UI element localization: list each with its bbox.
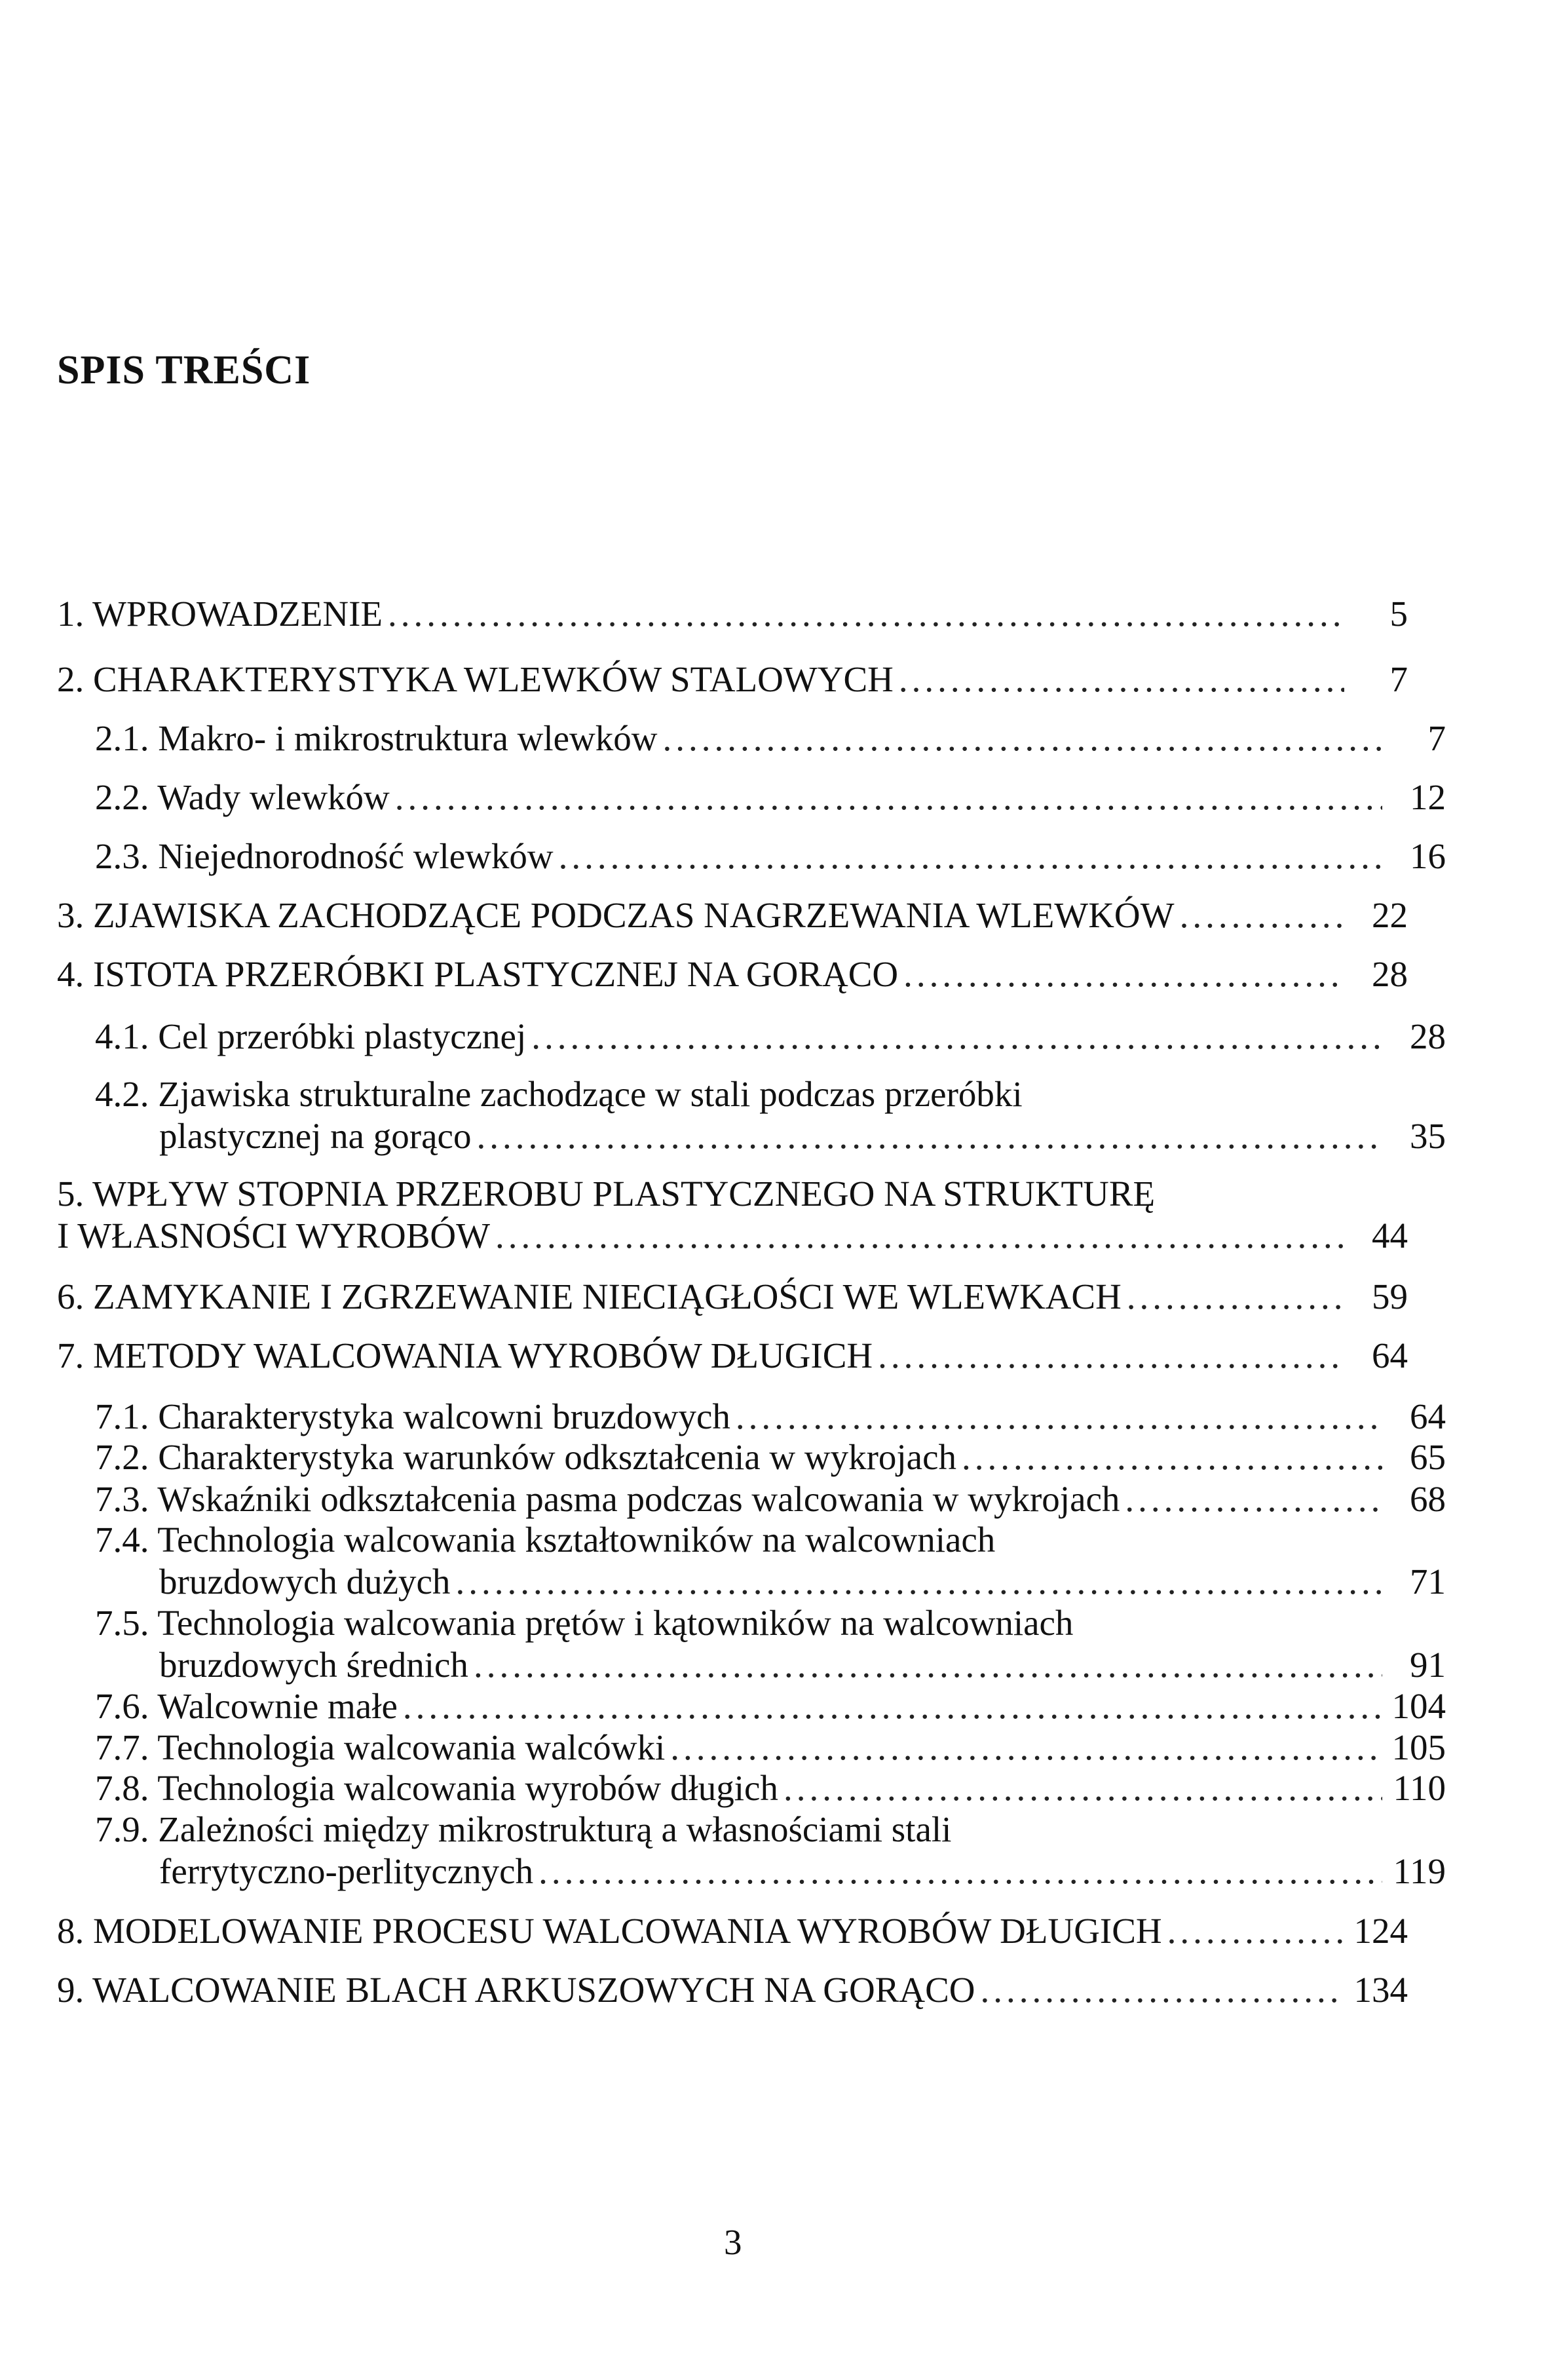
toc-page-number: 7 xyxy=(1427,718,1446,758)
leader-dots xyxy=(1125,1478,1382,1520)
toc-page-number: 68 xyxy=(1410,1479,1446,1519)
toc-entry-text: 8. MODELOWANIE PROCESU WALCOWANIA WYROBÓW DŁUGICH xyxy=(57,1911,1162,1951)
leader-dots xyxy=(1167,1910,1344,1952)
toc-entry-text-line1: 7.9. Zależności między mikrostrukturą a własnościami stali xyxy=(95,1809,952,1849)
toc-entry-text: 4.1. Cel przeróbki plastycznej xyxy=(95,1016,527,1056)
toc-entry-text: 2. CHARAKTERYSTYKA WLEWKÓW STALOWYCH xyxy=(57,659,894,699)
toc-entry-text-line2: bruzdowych dużych xyxy=(159,1562,451,1602)
toc-page-number: 59 xyxy=(1372,1276,1408,1316)
toc-page-number: 105 xyxy=(1391,1727,1446,1767)
toc-page-number: 28 xyxy=(1372,954,1408,994)
toc-entry-text-line2: ferrytyczno-perlitycznych xyxy=(159,1851,534,1891)
toc-entry-text-line2: bruzdowych średnich xyxy=(159,1645,468,1685)
toc-entry-text-line1: 7.5. Technologia walcowania prętów i kątowników na walcowniach xyxy=(95,1603,1074,1643)
toc-entry-text: 7.7. Technologia walcowania walcówki xyxy=(95,1727,666,1767)
toc-page-number: 134 xyxy=(1353,1970,1408,2010)
toc-entry-text: 1. WPROWADZENIE xyxy=(57,594,383,634)
toc-entry-text-line1: 4.2. Zjawiska strukturalne zachodzące w stali podczas przeróbki xyxy=(95,1074,1023,1114)
toc-entry-text: 2.1. Makro- i mikrostruktura wlewków xyxy=(95,718,658,758)
toc-entry-text: 6. ZAMYKANIE I ZGRZEWANIE NIECIĄGŁOŚCI WE WLEWKACH xyxy=(57,1276,1122,1316)
leader-dots xyxy=(1127,1276,1344,1318)
leader-dots xyxy=(736,1396,1382,1438)
leader-dots xyxy=(783,1767,1382,1809)
toc-entry-text-line1: 5. WPŁYW STOPNIA PRZEROBU PLASTYCZNEGO NA STRUKTURĘ xyxy=(57,1174,1156,1214)
page-title: SPIS TREŚCI xyxy=(57,348,311,393)
toc-page-number: 22 xyxy=(1372,895,1408,935)
toc-page-number: 16 xyxy=(1410,836,1446,876)
toc-page-number: 64 xyxy=(1410,1396,1446,1436)
toc-entry-text: 7.8. Technologia walcowania wyrobów długich xyxy=(95,1768,778,1808)
toc-entry-2-2 xyxy=(57,777,1446,818)
toc-page-number: 35 xyxy=(1410,1116,1446,1156)
toc-entry-6 xyxy=(57,1276,1408,1318)
toc-entry-7-8 xyxy=(57,1767,1446,1809)
toc-entry-text: 7.6. Walcownie małe xyxy=(95,1686,398,1726)
toc-entry-text-line1: 7.4. Technologia walcowania kształtowników na walcowniach xyxy=(95,1520,996,1560)
toc-page-number: 12 xyxy=(1410,777,1446,817)
leader-dots xyxy=(403,1685,1382,1727)
leader-dots xyxy=(474,1644,1382,1686)
leader-dots xyxy=(495,1215,1344,1257)
toc-entry-text-line2: plastycznej na gorąco xyxy=(159,1116,472,1156)
toc-entry-text: 9. WALCOWANIE BLACH ARKUSZOWYCH NA GORĄCO xyxy=(57,1970,975,2010)
toc-entry-5 xyxy=(57,1173,1408,1257)
toc-entry-text: 2.2. Wady wlewków xyxy=(95,777,390,817)
toc-entry-2-1 xyxy=(57,718,1446,759)
toc-page-number: 104 xyxy=(1391,1686,1446,1726)
toc-entry-text: 7.3. Wskaźniki odkształcenia pasma podczas walcowania w wykrojach xyxy=(95,1479,1120,1519)
toc-page-number: 119 xyxy=(1393,1851,1446,1891)
leader-dots xyxy=(388,593,1344,635)
toc-page-number: 5 xyxy=(1389,594,1408,634)
toc-page-number: 124 xyxy=(1353,1911,1408,1951)
toc-entry-7 xyxy=(57,1335,1408,1377)
toc-entry-7-5 xyxy=(57,1602,1446,1686)
leader-dots xyxy=(903,953,1344,995)
toc-entry-7-4 xyxy=(57,1519,1446,1603)
toc-entry-text: 7. METODY WALCOWANIA WYROBÓW DŁUGICH xyxy=(57,1335,873,1375)
toc-entry-text-line2: I WŁASNOŚCI WYROBÓW xyxy=(57,1216,491,1256)
leader-dots xyxy=(662,718,1382,759)
leader-dots xyxy=(878,1335,1344,1377)
leader-dots xyxy=(1180,894,1344,936)
toc-entry-7-6 xyxy=(57,1685,1446,1727)
toc-entry-7-1 xyxy=(57,1396,1446,1438)
toc-entry-3 xyxy=(57,894,1408,936)
toc-entry-8 xyxy=(57,1910,1408,1952)
toc-entry-text: 7.1. Charakterystyka walcowni bruzdowych xyxy=(95,1396,730,1436)
toc-entry-2 xyxy=(57,659,1408,701)
toc-page-number: 65 xyxy=(1410,1437,1446,1477)
toc-entry-7-9 xyxy=(57,1809,1446,1892)
toc-page-number: 64 xyxy=(1372,1335,1408,1375)
toc-entry-2-3 xyxy=(57,835,1446,877)
leader-dots xyxy=(455,1561,1382,1603)
leader-dots xyxy=(538,1851,1382,1892)
leader-dots xyxy=(981,1969,1344,2011)
toc-entry-1 xyxy=(57,593,1408,635)
toc-page-number: 110 xyxy=(1393,1768,1446,1808)
toc-page-number: 7 xyxy=(1389,659,1408,699)
toc-entry-text: 2.3. Niejednorodność wlewków xyxy=(95,836,554,876)
toc-entry-7-7 xyxy=(57,1727,1446,1769)
toc-entry-text: 7.2. Charakterystyka warunków odkształcenia w wykrojach xyxy=(95,1437,957,1477)
leader-dots xyxy=(670,1727,1382,1769)
toc-page-number: 28 xyxy=(1410,1016,1446,1056)
toc-page-number: 91 xyxy=(1410,1645,1446,1685)
toc-entry-text: 4. ISTOTA PRZERÓBKI PLASTYCZNEJ NA GORĄCO xyxy=(57,954,899,994)
toc-entry-4-1 xyxy=(57,1016,1446,1058)
toc-page-number: 44 xyxy=(1372,1216,1408,1256)
toc-entry-9 xyxy=(57,1969,1408,2011)
leader-dots xyxy=(962,1436,1382,1478)
toc-entry-4 xyxy=(57,953,1408,995)
page-number: 3 xyxy=(724,2222,742,2262)
leader-dots xyxy=(559,835,1382,877)
toc-entry-7-2 xyxy=(57,1436,1446,1478)
toc-page-number: 71 xyxy=(1410,1562,1446,1602)
toc-entry-text: 3. ZJAWISKA ZACHODZĄCE PODCZAS NAGRZEWANIA WLEWKÓW xyxy=(57,895,1175,935)
leader-dots xyxy=(899,659,1344,701)
toc-entry-4-2 xyxy=(57,1073,1446,1157)
leader-dots xyxy=(395,777,1382,818)
leader-dots xyxy=(476,1115,1382,1157)
toc-entry-7-3 xyxy=(57,1478,1446,1520)
leader-dots xyxy=(531,1016,1382,1058)
